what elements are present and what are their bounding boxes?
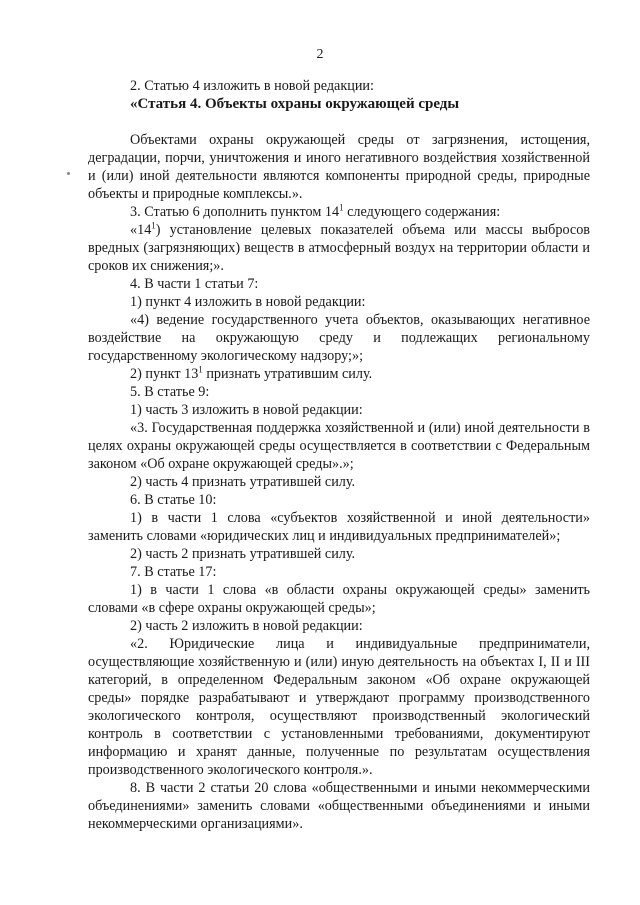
amendment-7-item-2: 2) часть 2 изложить в новой редакции: xyxy=(130,618,363,634)
superscript: 1 xyxy=(339,202,344,213)
amendment-7-item-1: 1) в части 1 слова «в области охраны окружающей среды» заменить словами «в сфере охраны окружающей среды»; xyxy=(88,582,590,616)
amendment-5-intro: 5. В статье 9: xyxy=(130,384,210,400)
article-4-text: Объектами охраны окружающей среды от загрязнения, истощения, деградации, порчи, уничтожения и иного негативного воздействия хозяйственной и (или) иной деятельности являются компоненты природной среды, природные объекты и природные комплексы.». xyxy=(88,132,590,202)
spacer xyxy=(88,113,590,131)
amendment-6-intro: 6. В статье 10: xyxy=(130,492,217,508)
scan-speck xyxy=(67,172,70,175)
amendment-4-item-1: 1) пункт 4 изложить в новой редакции: xyxy=(130,294,366,310)
part-2-text: «2. Юридические лица и индивидуальные предприниматели, осуществляющие хозяйственную и (или) иную деятельность на объектах I, II и III категорий, в определенном Федеральным законом «Об охране окружающей среды» порядке разрабатывают и утверждают программу производственного экологического контроля, осуществляют производственный экологический контроль в соответствии с установленными требованиями, документируют информацию и хранят данные, полученные по результатам осуществления производственного экологического контроля.». xyxy=(88,636,590,778)
amendment-5-item-1: 1) часть 3 изложить в новой редакции: xyxy=(130,402,363,418)
superscript: 1 xyxy=(151,220,156,231)
amendment-4-intro: 4. В части 1 статьи 7: xyxy=(130,276,259,292)
amendment-4-item-2-text-b: признать утратившим силу. xyxy=(202,366,373,382)
article-4-title: «Статья 4. Объекты охраны окружающей среды xyxy=(130,96,460,112)
document-body xyxy=(88,77,590,833)
part-3-text: «3. Государственная поддержка хозяйственной и (или) иной деятельности в целях охраны окружающей среды осуществляется в соответствии с Федеральным законом «Об охране окружающей среды».»; xyxy=(88,420,590,472)
item-4-text: «4) ведение государственного учета объектов, оказывающих негативное воздействие на окружающую среду и подлежащих региональному государственному экологическому надзору;»; xyxy=(88,312,590,364)
amendment-6-item-1: 1) в части 1 слова «субъектов хозяйственной и иной деятельности» заменить словами «юридических лиц и индивидуальных предпринимателей»; xyxy=(88,510,590,544)
amendment-5-item-2: 2) часть 4 признать утратившей силу. xyxy=(130,474,356,490)
amendment-4-item-2 xyxy=(88,365,590,383)
amendment-8: 8. В части 2 статьи 20 слова «общественными и иными некоммерческими объединениями» заменить словами «общественными объединениями и иными некоммерческими организациями». xyxy=(88,780,590,832)
amendment-3-text-b: следующего содержания: xyxy=(343,204,501,220)
item-14-1-text-b: ) установление целевых показателей объема или массы выбросов вредных (загрязняющих) веществ в атмосферный воздух на территории области и сроков их снижения;». xyxy=(88,222,590,274)
amendment-3-text-a: 3. Статью 6 дополнить пунктом 14 xyxy=(130,204,340,220)
amendment-4-item-2-text-a: 2) пункт 13 xyxy=(130,366,199,382)
item-14-1 xyxy=(88,221,590,275)
item-14-1-text-a: «14 xyxy=(130,222,152,238)
superscript: 1 xyxy=(198,364,203,375)
amendment-6-item-2: 2) часть 2 признать утратившей силу. xyxy=(130,546,356,562)
amendment-7-intro: 7. В статье 17: xyxy=(130,564,217,580)
amendment-3-intro xyxy=(88,203,590,221)
page-number: 2 xyxy=(316,47,324,62)
amendment-2-intro: 2. Статью 4 изложить в новой редакции: xyxy=(130,78,374,94)
